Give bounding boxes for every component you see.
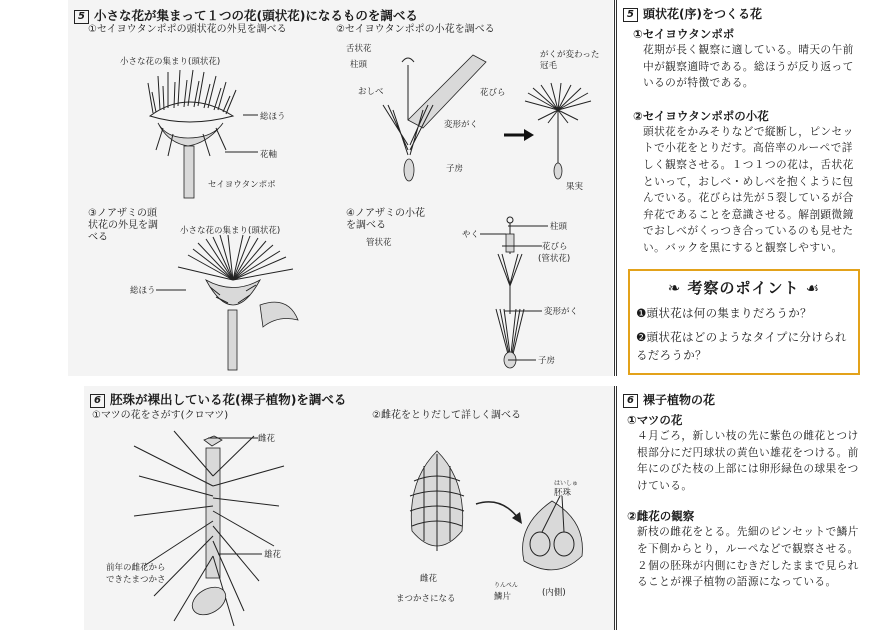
fig1-label-species: セイヨウタンポポ xyxy=(208,180,276,190)
bottom-section-heading xyxy=(90,390,346,408)
fig4-label-modified-calyx: 変形がく xyxy=(544,307,579,317)
pine-female-leader xyxy=(208,436,268,440)
pine-fig2-caption: ②雌花をとりだして詳しく調べる xyxy=(372,410,521,421)
fig2-label-pappus: がくが変わった冠毛 xyxy=(540,50,600,71)
pine-label-female: 雌花 xyxy=(258,434,276,444)
fig3-label-bract: 総ほう xyxy=(130,286,156,296)
section-number-badge: 6 xyxy=(623,394,638,408)
inner-side-label: (内側) xyxy=(542,588,566,598)
top-notes-sub1: ①セイヨウタンポポ xyxy=(633,27,735,41)
fig3-caption: ③ノアザミの頭状花の外見を調べる xyxy=(88,208,158,243)
fig4-anther-leader xyxy=(480,232,506,236)
top-notes-body1: 花期が長く観察に適している。晴天の午前中が観察適時である。総ほうが反り返っているのが特徴である。 xyxy=(643,43,854,90)
bottom-notes-body2: 新枝の雌花をとる。先細のピンセットで鱗片を下側からとり，ルーペなどで観察させる。２個の胚珠が内側にむきだしたままで見られることが裸子植物の語源になっている。 xyxy=(637,525,859,589)
ovule-label: 胚珠 xyxy=(554,488,572,498)
discussion-question-1: ❶頭状花は何の集まりだろうか？ xyxy=(636,306,812,320)
female-cone-label: 雌花 xyxy=(420,574,438,584)
ligulate-petal xyxy=(408,55,486,128)
pine-male-leader xyxy=(218,552,268,556)
bottom-notes-body1: ４月ごろ，新しい枝の先に紫色の雌花とつけ根部分にだ円球状の黄色い雄花をつける。前年にのびた枝の上部には卵形緑色の球果をつけている。 xyxy=(637,429,859,492)
fig4-label-petal-sub: (管状花) xyxy=(538,254,571,264)
female-cone-illustration xyxy=(402,446,472,566)
thistle-bract-cup xyxy=(206,280,260,305)
top-section-title: 小さな花が集まって１つの花(頭状花)になるものを調べる xyxy=(94,8,418,23)
top-figure-panel xyxy=(68,0,613,376)
fig2-label-ovary: 子房 xyxy=(446,164,464,174)
top-section-heading xyxy=(74,6,418,24)
fig2-label-ligulate: 舌状花 xyxy=(346,44,372,54)
pine-branch-illustration xyxy=(134,426,284,626)
fig2-label-petal: 花びら xyxy=(480,88,506,98)
top-notes-body2: 頭状花をかみそりなどで縦断し，ピンセットで小花をとりだす。高倍率のルーペで詳しく観察させる。１つ１つの花は，舌状花といって，おしべ・めしべを抱くように包んでいる。花びらは先が５裂しているが合弁花であることを意識させる。解剖顕微鏡でおしべがくっつき合っているのも見せたい。バックを黒にすると観察しやすい。 xyxy=(643,124,854,254)
fig3-subtitle: 小さな花の集まり(頭状花) xyxy=(180,226,281,236)
bottom-notes-column xyxy=(614,386,860,630)
section-number-badge: 5 xyxy=(74,10,89,24)
section-number-badge: 5 xyxy=(623,8,638,22)
cone-scale-illustration xyxy=(516,496,588,586)
fig1-label-bract: 総ほう xyxy=(260,112,286,122)
fig4-label-anther: やく xyxy=(462,230,480,240)
dandelion-floret-illustration xyxy=(378,50,508,185)
fig2-label-stigma: 柱頭 xyxy=(350,60,368,70)
pine-label-male: 雄花 xyxy=(264,550,282,560)
fig2-label-modified-calyx: 変形がく xyxy=(444,120,479,130)
fig4-label-petal: 花びら xyxy=(542,242,568,252)
bottom-notes-title: 裸子植物の花 xyxy=(643,393,716,407)
fig3-leader xyxy=(156,288,186,292)
floret-ovary xyxy=(404,159,414,181)
fig4-label-stigma: 柱頭 xyxy=(550,222,568,232)
fig2-caption: ②セイヨウタンポポの小花を調べる xyxy=(336,24,495,35)
fig1-label-receptacle: 花軸 xyxy=(260,150,278,160)
top-notes-title: 頭状花(序)をつくる花 xyxy=(643,7,762,21)
bottom-notes-sub1: ①マツの花 xyxy=(627,413,683,427)
fig4-leader-lines xyxy=(508,220,548,370)
discussion-points-title-text: 考察のポイント xyxy=(687,279,800,297)
fig4-label-ovary: 子房 xyxy=(538,356,556,366)
discussion-question-2: ❷頭状花はどのようなタイプに分けられるだろうか？ xyxy=(636,330,847,362)
fig1-caption: ①セイヨウタンポポの頭状花の外見を調べる xyxy=(88,24,287,35)
top-notes-sub2: ②セイヨウタンポポの小花 xyxy=(633,108,769,123)
discussion-points-title xyxy=(636,277,852,298)
fig1-subtitle: 小さな花の集まり(頭状花) xyxy=(120,57,221,67)
pine-label-cone: 前年の雌花からできたまつかさ xyxy=(106,563,166,585)
top-notes-heading xyxy=(623,5,860,22)
dandelion-stalk xyxy=(184,146,194,198)
bottom-notes-heading xyxy=(623,391,860,408)
thistle-leaf xyxy=(260,302,298,327)
female-cone-becomes: まつかさになる xyxy=(396,594,456,604)
fig4-caption: ④ノアザミの小花を調べる xyxy=(346,208,425,231)
discussion-points-box xyxy=(628,269,860,375)
leaf-ornament-icon: ❧ xyxy=(667,279,682,297)
dandelion-seed-illustration xyxy=(523,85,593,185)
dandelion-florets xyxy=(148,70,236,122)
fig4-label-tubular: 管状花 xyxy=(366,238,392,248)
scale-label: 鱗片 xyxy=(494,592,512,602)
thistle-head-illustration xyxy=(168,235,303,370)
leaf-ornament-icon: ☙ xyxy=(805,279,821,297)
bottom-notes-sub2: ②雌花の観察 xyxy=(627,509,695,524)
fig2-label-stamen: おしべ xyxy=(358,87,384,97)
bottom-section-title: 胚珠が裸出している花(裸子植物)を調べる xyxy=(110,392,347,407)
fig2-label-fruit: 果実 xyxy=(566,182,584,192)
section-number-badge: 6 xyxy=(90,394,105,408)
pine-shoot xyxy=(206,448,220,578)
scale-ruby: りんぺん xyxy=(494,582,518,589)
ovule-ruby: はいしゅ xyxy=(554,480,579,487)
pine-fig1-caption: ①マツの花をさがす(クロマツ) xyxy=(92,410,229,421)
bottom-figure-panel xyxy=(84,386,614,630)
